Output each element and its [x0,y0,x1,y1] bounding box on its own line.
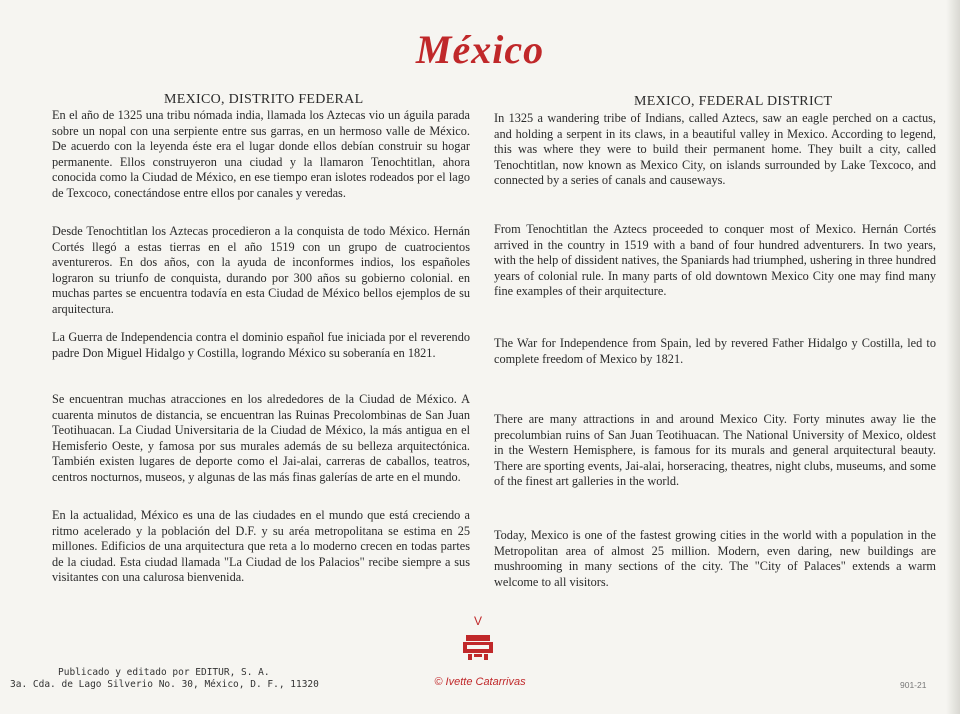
publisher-line: Publicado y editado por EDITUR, S. A. [58,667,270,678]
publisher-info [10,667,319,691]
press-logo-icon [460,632,496,662]
catalog-code: 901-21 [900,680,927,690]
english-paragraph: In 1325 a wandering tribe of Indians, called Aztecs, saw an eagle perched on a cactus, and holding a serpent in its claws, in a beautiful valley in Mexico. According to legend, this was where they were to build their permanent home. They built a city, called Tenochtitlan, now known as Mexico City, on islands surrounded by Lake Texcoco, and connected by a series of canals and causeways. [494,111,936,188]
spanish-paragraph: Desde Tenochtitlan los Aztecas procedieron a la conquista de todo México. Hernán Cortés llegó a estas tierras en el año 1519 con un grupo de cuatrocientos aventureros. En dos años, con la ayuda de inconformes indios, los españoles lograron su triunfo de conquista, durando por 300 años su gobierno colonial. en muchas partes se encuentra todavía en esta Ciudad de México bellos ejemplos de su arquitectura. [52,224,470,316]
page-title: México [415,27,545,72]
page-edge-shadow [946,0,960,714]
spanish-paragraph: Se encuentran muchas atracciones en los alrededores de la Ciudad de México. A cuarenta minutos de distancia, se encuentran las Ruinas Precolombinas de San Juan Teotihuacan. La Ciudad Universitaria de la Ciudad de México, la más antigua en el Hemisferio Oeste, y famosa por sus murales además de su belleza arquitectónica. También existen lugares de deporte como el Jai-alai, carreras de caballos, teatros, centros nocturnos, museos, y algunas de las más finas galerías de arte en el mundo. [52,392,470,484]
english-paragraph: There are many attractions in and around Mexico City. Forty minutes away lie the precolumbian ruins of San Juan Teotihuacan. The National University of Mexico, oldest in the Western Hemisphere, is famous for its murals and general arquitectural beauty. There are sporting events, Jai-alai, horseracing, theatres, night clubs, museums, and some of the finest art galleries in the world. [494,412,936,489]
publisher-address: 3a. Cda. de Lago Silverio No. 30, México, D. F., 11320 [10,679,319,690]
english-paragraph: From Tenochtitlan the Aztecs proceeded to conquer most of Mexico. Hernán Cortés arrived in the country in 1519 with a band of four hundred adventurers. In two years, with the help of dissident natives, the Spaniards had triumphed, ushering in three hundred years of colonial rule. In many parts of old downtown Mexico City one may find many fine examples of their arquitecture. [494,222,936,299]
spanish-paragraph: En la actualidad, México es una de las ciudades en el mundo que está creciendo a ritmo acelerado y la población del D.F. y su aréa metropolitana se estima en 25 millones. Edificios de una arquitectura que reta a lo moderno crecen en todas partes de la ciudad. Esta ciudad llamada "La Ciudad de los Palacios" recibe siempre a sus visitantes con una calurosa bienvenida. [52,508,470,585]
page-mark: V [474,614,483,628]
spanish-heading: MEXICO, DISTRITO FEDERAL [164,92,364,107]
english-paragraph: The War for Independence from Spain, led by revered Father Hidalgo y Costilla, led to complete freedom of Mexico by 1821. [494,336,936,366]
english-paragraph: Today, Mexico is one of the fastest growing cities in the world with a population in the Metropolitan area of almost 25 million. Modern, even daring, new buildings are mushrooming in many sections of the city. The "City of Palaces" extends a warm welcome to all visitors. [494,528,936,589]
copyright-credit: © Ivette Catarrivas [434,676,526,688]
spanish-paragraph: En el año de 1325 una tribu nómada india, llamada los Aztecas vio un águila parada sobre un nopal con una serpiente entre sus garras, en un hermoso valle de México. De acuerdo con la leyenda éste era el lugar donde ellos debían construir su hogar permanente. Ellos construyeron una ciudad y la llamaron Tenochtitlan, ahora conocida como la Ciudad de México, en ese tiempo eran islotes rodeados por el lago de Texcoco, conectándose entre ellos por canales y veredas. [52,108,470,200]
spanish-paragraph: La Guerra de Independencia contra el dominio español fue iniciada por el reverendo padre Don Miguel Hidalgo y Costilla, logrando México su soberanía en 1821. [52,330,470,360]
english-heading: MEXICO, FEDERAL DISTRICT [634,94,833,109]
